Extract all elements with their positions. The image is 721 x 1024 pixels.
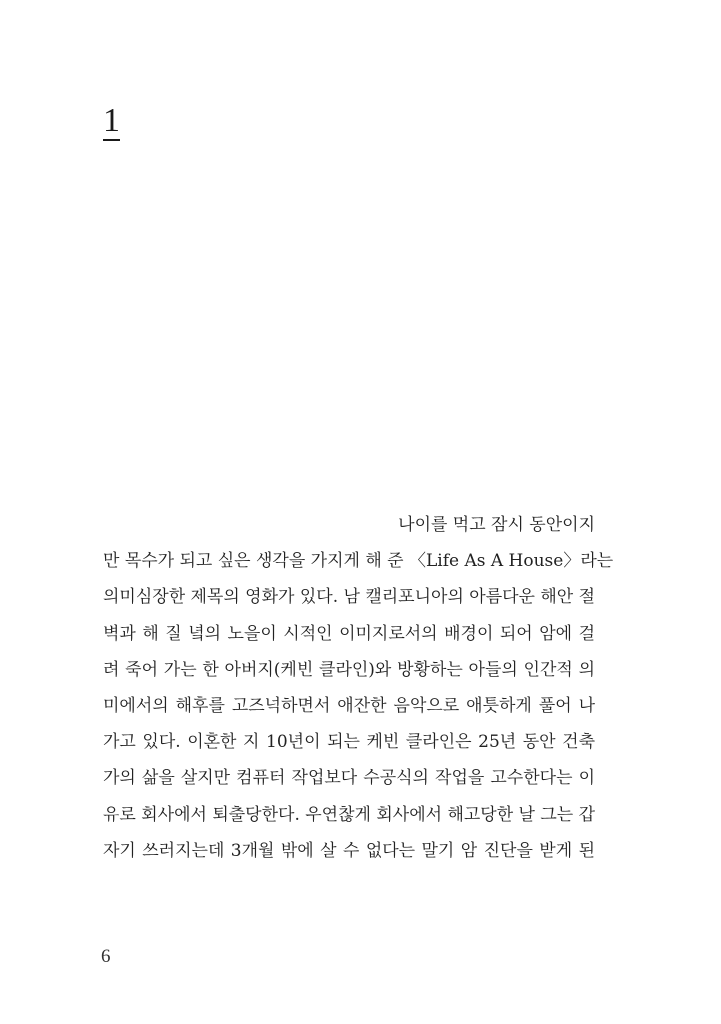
body-line: 자기 쓰러지는데 3개월 밖에 살 수 없다는 말기 암 진단을 받게 된 <box>103 840 595 861</box>
chapter-number: 1 <box>103 102 120 139</box>
body-line: 의미심장한 제목의 영화가 있다. 남 캘리포니아의 아름다운 해안 절 <box>103 587 596 608</box>
body-line: 만 목수가 되고 싶은 생각을 가지게 해 준 〈Life As A House〉라는 <box>103 551 614 572</box>
body-line: 벽과 해 질 녘의 노을이 시적인 이미지로서의 배경이 되어 암에 걸 <box>103 623 595 644</box>
body-line: 가의 삶을 살지만 컴퓨터 작업보다 수공식의 작업을 고수한다는 이 <box>103 768 595 789</box>
body-line: 려 죽어 가는 한 아버지(케빈 클라인)와 방황하는 아들의 인간적 의 <box>103 659 595 680</box>
body-line: 가고 있다. 이혼한 지 10년이 되는 케빈 클라인은 25년 동안 건축 <box>103 732 595 753</box>
page-number: 6 <box>101 946 111 967</box>
body-line: 나이를 먹고 잠시 동안이지 <box>398 515 595 535</box>
body-line: 미에서의 해후를 고즈넉하면서 애잔한 음악으로 애틋하게 풀어 나 <box>103 695 595 716</box>
body-line: 유로 회사에서 퇴출당한다. 우연찮게 회사에서 해고당한 날 그는 갑 <box>103 804 596 825</box>
body-text <box>103 507 614 869</box>
